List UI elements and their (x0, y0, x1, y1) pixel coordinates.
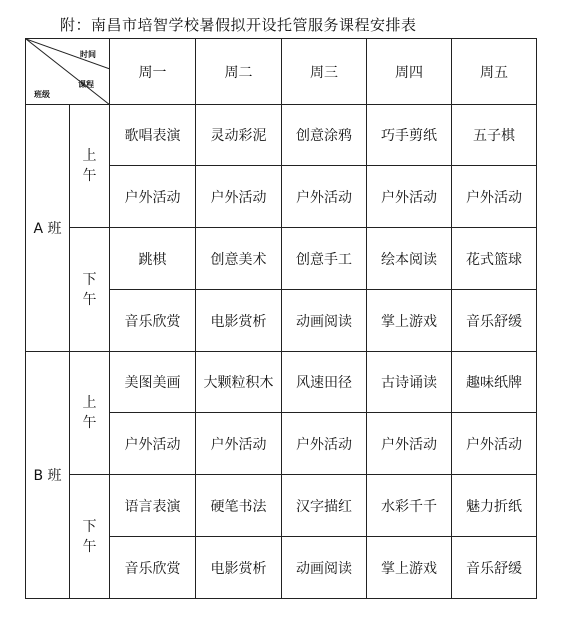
period-char: 午 (82, 168, 97, 184)
course-cell: 风速田径 (282, 352, 367, 413)
period-char: 午 (82, 415, 97, 431)
corner-label-time: 时间 (80, 50, 96, 59)
course-cell: 歌唱表演 (110, 105, 196, 166)
course-cell: 美图美画 (110, 352, 196, 413)
table-row (26, 475, 537, 537)
course-cell: 大颗粒积木 (196, 352, 282, 413)
period-char: 下 (82, 271, 97, 288)
course-cell: 跳棋 (110, 228, 196, 290)
course-cell: 音乐欣赏 (110, 537, 196, 599)
course-cell: 掌上游戏 (367, 537, 452, 599)
table-row (26, 105, 537, 166)
corner-header-cell (26, 39, 110, 105)
period-char: 午 (82, 291, 97, 308)
course-cell: 硬笔书法 (196, 475, 282, 537)
course-cell: 音乐舒缓 (452, 290, 537, 352)
course-cell: 户外活动 (196, 166, 282, 228)
course-cell: 古诗诵读 (367, 352, 452, 413)
course-cell: 户外活动 (282, 413, 367, 475)
header-row (26, 39, 537, 105)
course-cell: 创意涂鸦 (282, 105, 367, 166)
day-header-tue: 周二 (196, 39, 282, 105)
table-row (26, 228, 537, 290)
course-cell: 趣味纸牌 (452, 352, 537, 413)
corner-label-course: 课程 (78, 80, 94, 89)
course-cell: 掌上游戏 (367, 290, 452, 352)
course-cell: 户外活动 (367, 166, 452, 228)
course-cell: 电影赏析 (196, 537, 282, 599)
course-cell: 绘本阅读 (367, 228, 452, 290)
period-char: 上 (82, 148, 97, 164)
day-header-wed: 周三 (282, 39, 367, 105)
day-header-mon: 周一 (110, 39, 196, 105)
course-cell: 动画阅读 (282, 537, 367, 599)
course-cell: 花式篮球 (452, 228, 537, 290)
course-cell: 创意美术 (196, 228, 282, 290)
class-b-am-label (70, 352, 110, 475)
period-char: 下 (82, 518, 97, 535)
course-cell: 水彩千千 (367, 475, 452, 537)
period-char: 上 (82, 395, 97, 411)
document-title: 附：南昌市培智学校暑假拟开设托管服务课程安排表 (60, 16, 417, 34)
day-header-fri: 周五 (452, 39, 537, 105)
course-cell: 户外活动 (282, 166, 367, 228)
class-a-label: A 班 (26, 105, 70, 352)
course-cell: 户外活动 (367, 413, 452, 475)
class-a-am-label (70, 105, 110, 228)
course-cell: 户外活动 (196, 413, 282, 475)
course-cell: 音乐欣赏 (110, 290, 196, 352)
class-b-pm-label (70, 475, 110, 599)
course-cell: 音乐舒缓 (452, 537, 537, 599)
course-cell: 电影赏析 (196, 290, 282, 352)
course-cell: 巧手剪纸 (367, 105, 452, 166)
day-header-thu: 周四 (367, 39, 452, 105)
corner-label-class: 班级 (34, 90, 50, 99)
course-cell: 语言表演 (110, 475, 196, 537)
course-cell: 户外活动 (452, 413, 537, 475)
course-cell: 创意手工 (282, 228, 367, 290)
class-b-label: B 班 (26, 352, 70, 599)
table-row (26, 352, 537, 413)
period-char: 午 (82, 538, 97, 555)
course-cell: 魅力折纸 (452, 475, 537, 537)
course-cell: 户外活动 (452, 166, 537, 228)
course-cell: 汉字描红 (282, 475, 367, 537)
class-a-pm-label (70, 228, 110, 352)
course-schedule-table (25, 38, 537, 599)
course-cell: 动画阅读 (282, 290, 367, 352)
course-cell: 五子棋 (452, 105, 537, 166)
course-cell: 灵动彩泥 (196, 105, 282, 166)
course-cell: 户外活动 (110, 166, 196, 228)
course-cell: 户外活动 (110, 413, 196, 475)
